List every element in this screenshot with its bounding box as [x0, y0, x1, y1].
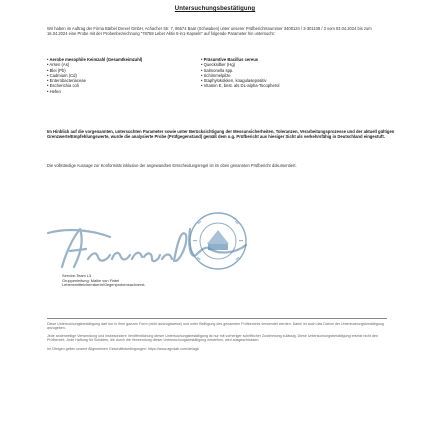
group-lead: Gruppenleitung: Maike von Fintel: [62, 277, 120, 283]
laboratory-seal-image: [187, 210, 249, 272]
assessment-statement: Im Hinblick auf die vorgenannten, untersuchten Parameter sowie unter Berücksichtigung der Messunsicherheiten, Toleranzen, Verarbeitungsprozesse und der aktuell gültigen Grenzwerte/Empfehlungswerte, wurde die analysierte Probe (Prüfgegenstand) gemäß dem o.g. Prüfbericht aus hiesiger Sicht als verkehrsfähig in Deutschland eingestuft.: [47, 129, 395, 140]
parameter-column-right: [201, 57, 381, 89]
intro-paragraph: Wir haben im Auftrag der Firma Bärbel Drexel GmbH, Achacher Str. 7, 86674 Baar (Schwaben) unter unserer Prüfberichtsnummer 3408124 / 3-301108 / 3 vom 03.04.2024 bis zum 16.04.2024 eine Probe mit der Probenbezeichnung "78758 Leber Aktiv 5-in1-Kapseln" auf folgende Parameter hin untersucht:: [47, 26, 372, 36]
service-team: Service-Team L3: [62, 273, 92, 278]
document-title: Untersuchungsbestätigung: [174, 6, 256, 12]
footer-note-terms: Im Übrigen gelten unsere Allgemeinen Geschäftsbedingungen: https://www.agrolab.com/de/agb: [47, 346, 200, 351]
footer-note-usage: Diese Untersuchungsbestätigung darf nur in ihrer ganzen Form (nicht auszugsweise) und unter Beifügung des genannten Prüfberichts verwendet werden. Dabei ist auch das Datum der Untersuchungsbestätigung anzugeben.: [47, 322, 384, 331]
parameter-heading-left: • Aerobe mesophile Keimzahl (Gesamtkeimzahl): [47, 57, 143, 62]
parameter-item: • Schimmelpilze: [201, 72, 231, 78]
parameter-item: • Salmonella spp.: [201, 67, 234, 73]
parameter-item: • Staphylokokken, koagulasepositiv: [201, 78, 267, 84]
parameter-heading-right: • Präsumtive Bacillus cereus: [201, 57, 259, 62]
signatory-block: [62, 274, 262, 288]
parameter-item: • Hefen: [47, 88, 61, 94]
parameter-item: • Escherichia coli: [47, 83, 79, 89]
parameter-column-left: [47, 57, 197, 94]
parameter-item: • Enterobacteriaceae: [47, 78, 86, 84]
parameter-item: • Quecksilber (Hg): [201, 62, 236, 68]
parameter-item: • Arsen (As): [47, 62, 70, 68]
footer-notes: [47, 322, 392, 354]
signatory-role: Lebensmittelchemikerin/Gegenprobensachverst.: [62, 282, 146, 288]
parameter-item: • Vitamin E, best. als DL-alpha-Tocopherol: [201, 83, 280, 89]
footer-divider: [47, 318, 387, 319]
conformity-note: Die vollständige Aussage zur Konformität inklusive der angewandten Entscheidungsregel ist im oben genannten Prüfbericht dokumentiert.: [47, 163, 297, 168]
parameter-item: • Blei (Pb): [47, 67, 66, 73]
footer-note-liability: Jede anderweitige Verwendung und insbesondere Veröffentlichung dieser Untersuchungsbestätigung ist nur mit vorheriger schriftlicher Zustimmung zulässig. Diese Untersuchungsbestätigung ersetzt nicht den Prüfbericht. Jede Haftung für Schäden, die durch die Verwendung dieser Untersuchungsbestätigung entstehen, wird ausgeschlossen.: [47, 333, 378, 343]
parameter-item: • Cadmium (Cd): [47, 72, 77, 78]
